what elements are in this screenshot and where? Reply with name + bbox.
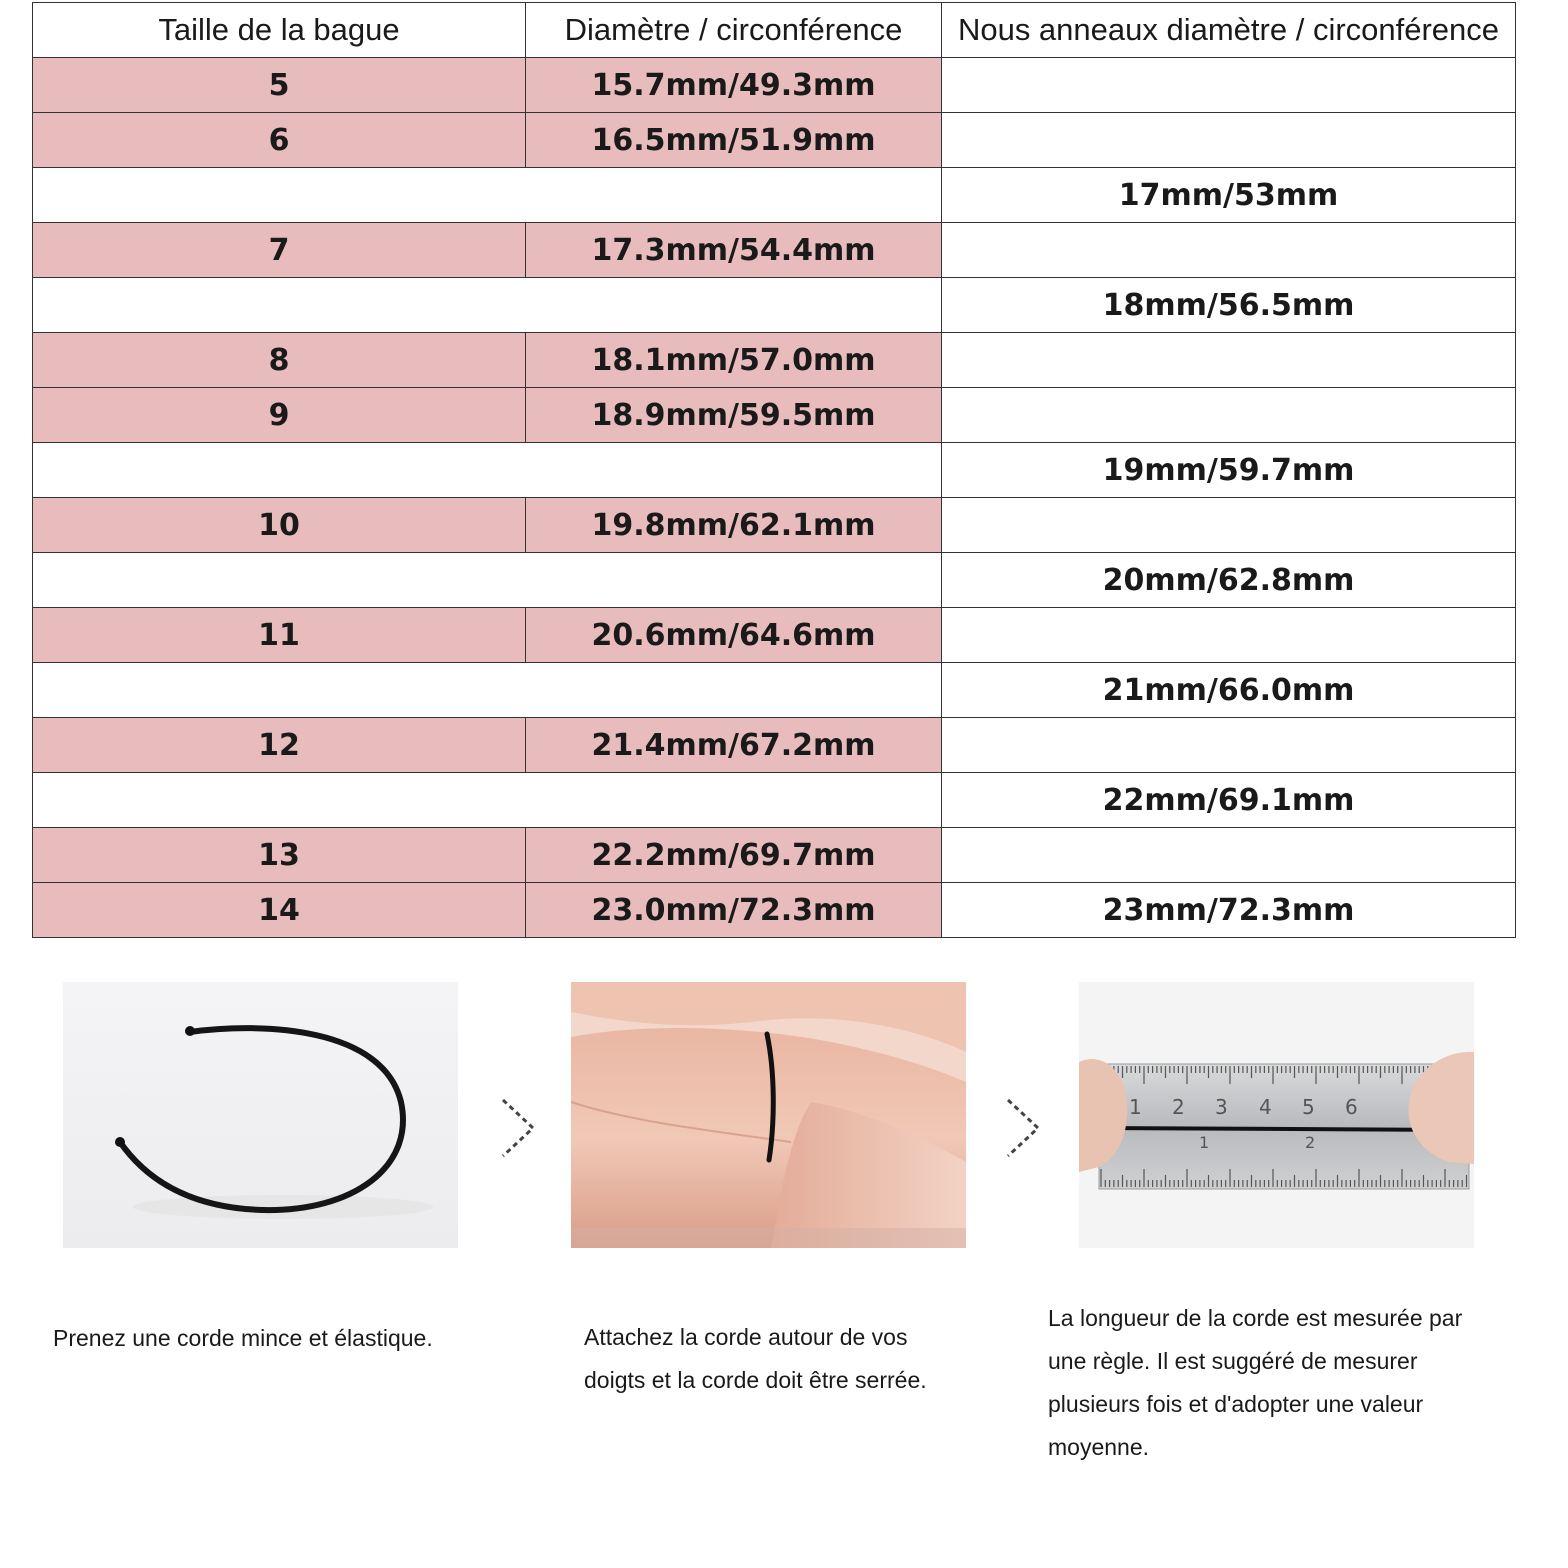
step-1-caption: Prenez une corde mince et élastique. (53, 1325, 433, 1351)
diameter-cell: 20.6mm/64.6mm (526, 608, 942, 663)
empty-cell (33, 443, 942, 498)
table-row (33, 498, 1516, 553)
ring-size-cell: 5 (33, 58, 526, 113)
header-our-rings: Nous anneaux diamètre / circonférence (942, 3, 1516, 58)
ring-size-cell: 11 (33, 608, 526, 663)
table-row (33, 58, 1516, 113)
table-row (33, 608, 1516, 663)
empty-cell (33, 168, 942, 223)
svg-text:2: 2 (1305, 1133, 1316, 1152)
chevron-right-icon (499, 1096, 539, 1160)
svg-text:2: 2 (1172, 1095, 1185, 1119)
header-diameter: Diamètre / circonférence (526, 3, 942, 58)
our-ring-cell: 21mm/66.0mm (942, 663, 1516, 718)
our-ring-cell (942, 498, 1516, 553)
table-row (33, 168, 1516, 223)
diameter-cell: 18.9mm/59.5mm (526, 388, 942, 443)
svg-text:1: 1 (1199, 1133, 1210, 1152)
diameter-cell: 18.1mm/57.0mm (526, 333, 942, 388)
diameter-cell: 15.7mm/49.3mm (526, 58, 942, 113)
table-row (33, 883, 1516, 938)
empty-cell (33, 773, 942, 828)
ruler-measure-photo (1079, 982, 1474, 1248)
our-ring-cell (942, 718, 1516, 773)
our-ring-cell: 17mm/53mm (942, 168, 1516, 223)
diameter-cell: 21.4mm/67.2mm (526, 718, 942, 773)
diameter-cell: 23.0mm/72.3mm (526, 883, 942, 938)
ring-size-cell: 8 (33, 333, 526, 388)
table-row (33, 828, 1516, 883)
our-ring-cell: 23mm/72.3mm (942, 883, 1516, 938)
ring-size-cell: 7 (33, 223, 526, 278)
ring-size-cell: 10 (33, 498, 526, 553)
empty-cell (33, 278, 942, 333)
diameter-cell: 16.5mm/51.9mm (526, 113, 942, 168)
our-ring-cell (942, 828, 1516, 883)
step-3-caption: La longueur de la corde est mesurée par une règle. Il est suggéré de mesurer plusieurs fois et d'adopter une valeur moyenne. (1048, 1305, 1463, 1460)
ring-size-cell: 13 (33, 828, 526, 883)
our-ring-cell (942, 113, 1516, 168)
empty-cell (33, 663, 942, 718)
table-row (33, 113, 1516, 168)
table-row (33, 278, 1516, 333)
table-row (33, 223, 1516, 278)
our-ring-cell: 18mm/56.5mm (942, 278, 1516, 333)
table-header-row (33, 3, 1516, 58)
diameter-cell: 22.2mm/69.7mm (526, 828, 942, 883)
chevron-right-icon (1004, 1096, 1044, 1160)
table-row (33, 718, 1516, 773)
svg-text:4: 4 (1259, 1095, 1272, 1119)
svg-text:3: 3 (1215, 1095, 1228, 1119)
step-2-caption: Attachez la corde autour de vos doigts et la corde doit être serrée. (584, 1324, 927, 1393)
header-ring-size: Taille de la bague (33, 3, 526, 58)
ring-size-table (32, 2, 1516, 938)
table-row (33, 388, 1516, 443)
table-body (33, 58, 1516, 938)
our-ring-cell: 19mm/59.7mm (942, 443, 1516, 498)
ring-size-cell: 6 (33, 113, 526, 168)
svg-text:1: 1 (1129, 1095, 1142, 1119)
svg-text:6: 6 (1345, 1095, 1358, 1119)
our-ring-cell (942, 223, 1516, 278)
table-row (33, 663, 1516, 718)
ring-size-cell: 14 (33, 883, 526, 938)
diameter-cell: 19.8mm/62.1mm (526, 498, 942, 553)
svg-text:5: 5 (1302, 1095, 1315, 1119)
our-ring-cell (942, 608, 1516, 663)
cord-around-finger-photo (571, 982, 966, 1248)
our-ring-cell: 22mm/69.1mm (942, 773, 1516, 828)
table-row (33, 773, 1516, 828)
elastic-cord-photo (63, 982, 458, 1248)
table-row (33, 443, 1516, 498)
table-row (33, 333, 1516, 388)
table-row (33, 553, 1516, 608)
ring-size-cell: 12 (33, 718, 526, 773)
our-ring-cell (942, 58, 1516, 113)
our-ring-cell (942, 388, 1516, 443)
our-ring-cell: 20mm/62.8mm (942, 553, 1516, 608)
diameter-cell: 17.3mm/54.4mm (526, 223, 942, 278)
our-ring-cell (942, 333, 1516, 388)
ring-size-cell: 9 (33, 388, 526, 443)
empty-cell (33, 553, 942, 608)
